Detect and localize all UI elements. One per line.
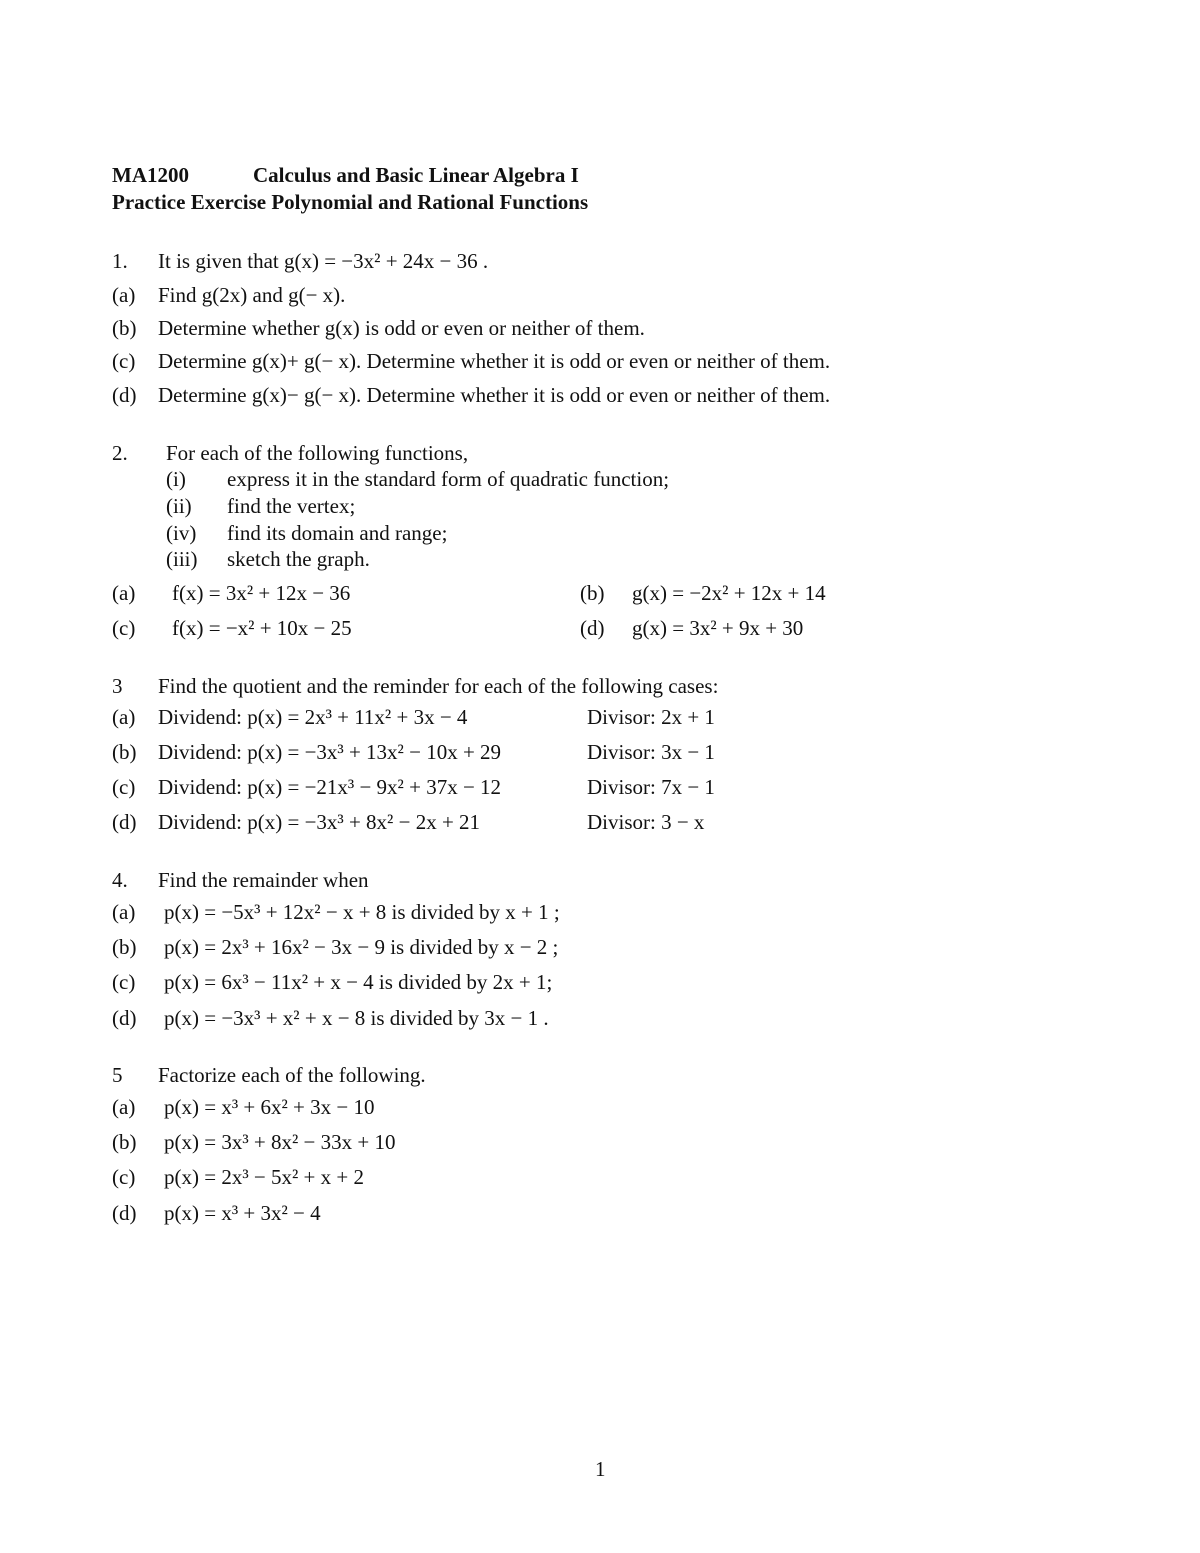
q1-number: 1.	[112, 249, 128, 273]
q2-subitem-label: (iii)	[166, 547, 198, 571]
q1-part-text: Determine g(x)+ g(− x). Determine whether it is odd or even or neither of them.	[158, 349, 831, 373]
q2-subitem-text: express it in the standard form of quadratic function;	[227, 467, 670, 491]
q3-part-label: (d)	[112, 810, 137, 834]
q3-text: Find the quotient and the reminder for each of the following cases:	[158, 674, 719, 698]
q1-part-text: Determine g(x)− g(− x). Determine whether it is odd or even or neither of them.	[158, 383, 831, 407]
q5-part-label: (a)	[112, 1095, 136, 1119]
q5-part-text: p(x) = x³ + 6x² + 3x − 10	[164, 1095, 375, 1119]
q4-part-text: p(x) = −3x³ + x² + x − 8 is divided by 3x − 1 .	[164, 1006, 549, 1030]
q5-part-text: p(x) = x³ + 3x² − 4	[164, 1201, 321, 1225]
q4-part-text: p(x) = 6x³ − 11x² + x − 4 is divided by 2x + 1;	[164, 970, 553, 994]
q2-text: For each of the following functions,	[166, 441, 469, 465]
q2-part-label: (a)	[112, 581, 136, 605]
q3-part-label: (a)	[112, 705, 136, 729]
q2-subitem-text: find its domain and range;	[227, 521, 448, 545]
q5-number: 5	[112, 1063, 123, 1087]
q5-part-text: p(x) = 2x³ − 5x² + x + 2	[164, 1165, 364, 1189]
q1-part-text: Determine whether g(x) is odd or even or neither of them.	[158, 316, 645, 340]
q4-part-label: (c)	[112, 970, 136, 994]
q4-number: 4.	[112, 868, 128, 892]
q3-number: 3	[112, 674, 123, 698]
q1-part-label: (a)	[112, 283, 136, 307]
q5-part-label: (b)	[112, 1130, 137, 1154]
q2-subitem-text: find the vertex;	[227, 494, 356, 518]
course-title: Calculus and Basic Linear Algebra I	[253, 163, 579, 187]
q2-subitem-text: sketch the graph.	[227, 547, 370, 571]
q4-text: Find the remainder when	[158, 868, 369, 892]
q1-part-label: (b)	[112, 316, 137, 340]
q4-part-label: (d)	[112, 1006, 137, 1030]
q3-part-label: (b)	[112, 740, 137, 764]
q1-part-label: (d)	[112, 383, 137, 407]
q2-part-label: (b)	[580, 581, 605, 605]
q5-part-text: p(x) = 3x³ + 8x² − 33x + 10	[164, 1130, 396, 1154]
q2-part-label: (d)	[580, 616, 605, 640]
q3-dividend: Dividend: p(x) = −3x³ + 13x² − 10x + 29	[158, 740, 502, 764]
page-number: 1	[595, 1457, 606, 1481]
q2-subitem-label: (ii)	[166, 494, 192, 518]
q3-divisor: Divisor: 3 − x	[587, 810, 705, 834]
q3-divisor: Divisor: 7x − 1	[587, 775, 715, 799]
q4-part-label: (a)	[112, 900, 136, 924]
q3-dividend: Dividend: p(x) = −3x³ + 8x² − 2x + 21	[158, 810, 481, 834]
q5-text: Factorize each of the following.	[158, 1063, 426, 1087]
q1-part-text: Find g(2x) and g(− x).	[158, 283, 346, 307]
q2-part-text: f(x) = 3x² + 12x − 36	[172, 581, 351, 605]
q5-part-label: (d)	[112, 1201, 137, 1225]
q3-part-label: (c)	[112, 775, 136, 799]
q2-part-text: f(x) = −x² + 10x − 25	[172, 616, 352, 640]
q4-part-label: (b)	[112, 935, 137, 959]
q3-dividend: Dividend: p(x) = 2x³ + 11x² + 3x − 4	[158, 705, 468, 729]
q2-part-label: (c)	[112, 616, 136, 640]
q5-part-label: (c)	[112, 1165, 136, 1189]
q2-part-text: g(x) = 3x² + 9x + 30	[632, 616, 804, 640]
q3-divisor: Divisor: 2x + 1	[587, 705, 715, 729]
q2-part-text: g(x) = −2x² + 12x + 14	[632, 581, 826, 605]
q2-subitem-label: (i)	[166, 467, 186, 491]
q3-dividend: Dividend: p(x) = −21x³ − 9x² + 37x − 12	[158, 775, 502, 799]
q3-divisor: Divisor: 3x − 1	[587, 740, 715, 764]
q2-subitem-label: (iv)	[166, 521, 197, 545]
q4-part-text: p(x) = −5x³ + 12x² − x + 8 is divided by x + 1 ;	[164, 900, 560, 924]
q1-part-label: (c)	[112, 349, 136, 373]
q2-number: 2.	[112, 441, 128, 465]
q4-part-text: p(x) = 2x³ + 16x² − 3x − 9 is divided by x − 2 ;	[164, 935, 559, 959]
course-code: MA1200	[112, 163, 189, 187]
exercise-subtitle: Practice Exercise Polynomial and Rational Functions	[112, 190, 589, 214]
q1-text: It is given that g(x) = −3x² + 24x − 36 .	[158, 249, 489, 273]
